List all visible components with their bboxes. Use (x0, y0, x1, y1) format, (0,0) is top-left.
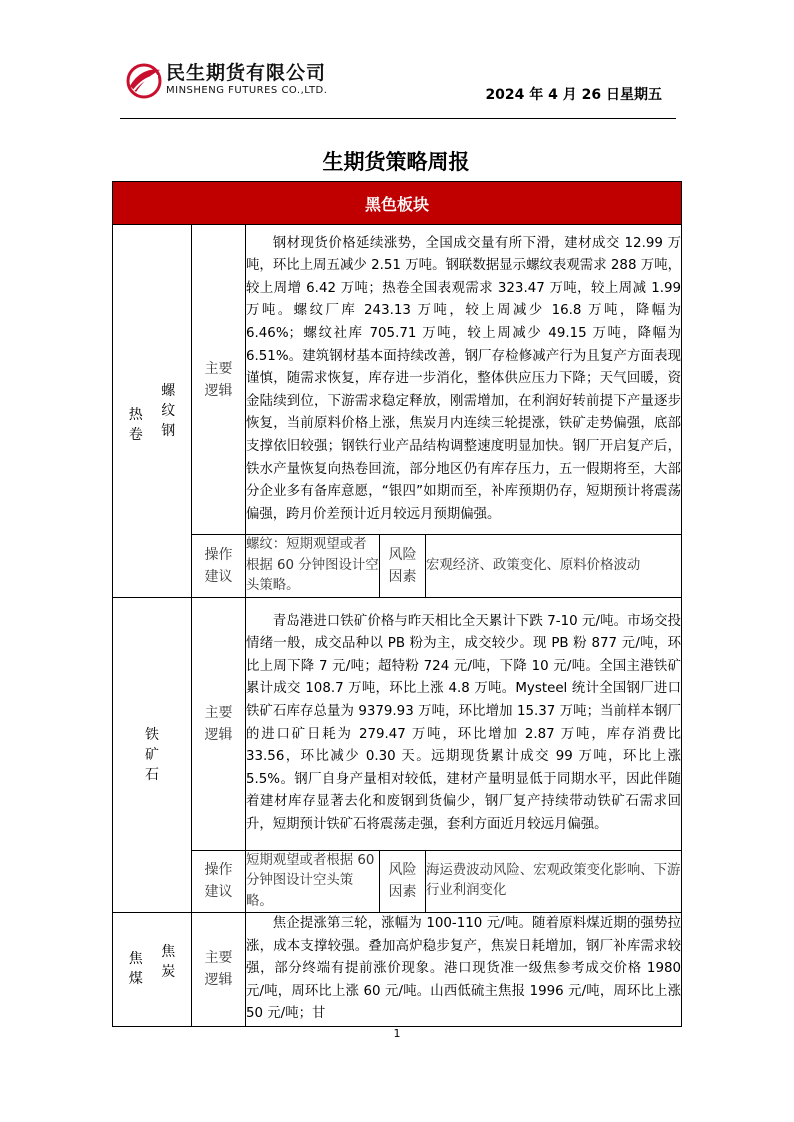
company-logo (126, 58, 366, 102)
commodity-group-label: 热 卷 (128, 406, 143, 443)
sector-header-row (113, 182, 682, 225)
commodity-group-label: 焦 煤 (128, 951, 143, 988)
commodity-row-iron-ore-logic (113, 597, 682, 850)
commodity-name-cell (113, 913, 192, 1027)
commodity-row-iron-ore-operation (113, 850, 682, 913)
risk-label: 风险 因素 (380, 535, 426, 598)
logic-label: 主要 逻辑 (192, 597, 246, 850)
minsheng-swoosh-logo-icon (126, 60, 162, 100)
logic-label: 主要 逻辑 (192, 225, 246, 535)
header-divider (120, 118, 676, 119)
logic-text: 焦企提涨第三轮，涨幅为 100-110 元/吨。随着原料煤近期的强势拉涨，成本支撑较强。叠加高炉稳步复产，焦炭日耗增加，钢厂补库需求较强，部分终端有提前涨价现象。港口现货准一级焦参考成交价格 1980 元/吨，周环比上涨 60 元/吨。山西低硫主焦报 1996 元/吨，周环比上涨 50 元/吨；甘 (246, 913, 682, 1027)
commodity-name-cell (113, 225, 192, 598)
commodity-name-label: 螺 纹 钢 (161, 382, 176, 439)
commodity-row-coke-logic (113, 913, 682, 1027)
logic-text: 钢材现货价格延续涨势，全国成交量有所下滑，建材成交 12.99 万吨，环比上周五减少 2.51 万吨。钢联数据显示螺纹表观需求 288 万吨，较上周增 6.42 万吨；热卷全国表观需求 323.47 万吨，较上周减 1.99 万吨。螺纹厂库 243.13 万吨，较上周减少 16.8 万吨，降幅为 6.46%；螺纹社库 705.71 万吨，较上周减少 49.15 万吨，降幅为 6.51%。建筑钢材基本面持续改善，钢厂存检修减产行为且复产方面表现谨慎，随需求恢复，库存进一步消化，整体供应压力下降；天气回暖，资金陆续到位，下游需求稳定释放，刚需增加，在利润好转前提下产量逐步恢复，当前原料价格上涨，焦炭月内连续三轮提涨，铁矿走势偏强，底部支撑依旧较强；钢铁行业产品结构调整速度明显加快。钢厂开启复产后，铁水产量恢复向热卷回流，部分地区仍有库存压力，五一假期将至，大部分企业多有备库意愿，“银四”如期而至，补库预期仍存，短期预计将震荡偏强，跨月价差预计近月较远月预期偏强。 (246, 225, 682, 535)
strategy-table (112, 181, 682, 1027)
company-name-en: MINSHENG FUTURES CO.,LTD. (166, 85, 328, 96)
commodity-row-rebar-logic (113, 225, 682, 535)
report-date: 2024 年 4 月 26 日星期五 (485, 87, 662, 103)
operation-label: 操作 建议 (192, 535, 246, 598)
company-name-cn: 民生期货有限公司 (166, 62, 327, 84)
logic-label: 主要 逻辑 (192, 913, 246, 1027)
report-title: 生期货策略周报 (322, 150, 470, 174)
commodity-name-label: 焦 炭 (161, 944, 176, 981)
risk-label: 风险 因素 (380, 850, 426, 913)
commodity-name-cell (113, 597, 192, 913)
operation-text: 短期观望或者根据 60 分钟图设计空头策略。 (246, 850, 380, 913)
page-number: 1 (393, 1027, 401, 1040)
logic-text: 青岛港进口铁矿价格与昨天相比全天累计下跌 7-10 元/吨。市场交投情绪一般，成交品种以 PB 粉为主，成交较少。现 PB 粉 877 元/吨，环比上周下降 7 元/吨；超特粉 724 元/吨，下降 10 元/吨。全国主港铁矿累计成交 108.7 万吨，环比上涨 4.8 万吨。Mysteel 统计全国钢厂进口铁矿石库存总量为 9379.93 万吨，环比增加 15.37 万吨；当前样本钢厂的进口矿日耗为 279.47 万吨，环比增加 2.87 万吨，库存消费比 33.56，环比减少 0.30 天。远期现货累计成交 99 万吨，环比上涨 5.5%。钢厂自身产量相对较低，建材产量明显低于同期水平，因此伴随着建材库存显著去化和废钢到货偏少，钢厂复产持续带动铁矿石需求回升，短期预计铁矿石将震荡走强，套利方面近月较远月偏强。 (246, 597, 682, 850)
commodity-name-label: 铁 矿 石 (145, 726, 159, 783)
risk-text: 海运费波动风险、宏观政策变化影响、下游行业利润变化 (426, 850, 682, 913)
sector-title: 黑色板块 (113, 182, 682, 225)
commodity-row-rebar-operation (113, 535, 682, 598)
operation-label: 操作 建议 (192, 850, 246, 913)
operation-text: 螺纹：短期观望或者根据 60 分钟图设计空头策略。 (246, 535, 380, 598)
risk-text: 宏观经济、政策变化、原料价格波动 (426, 535, 682, 598)
